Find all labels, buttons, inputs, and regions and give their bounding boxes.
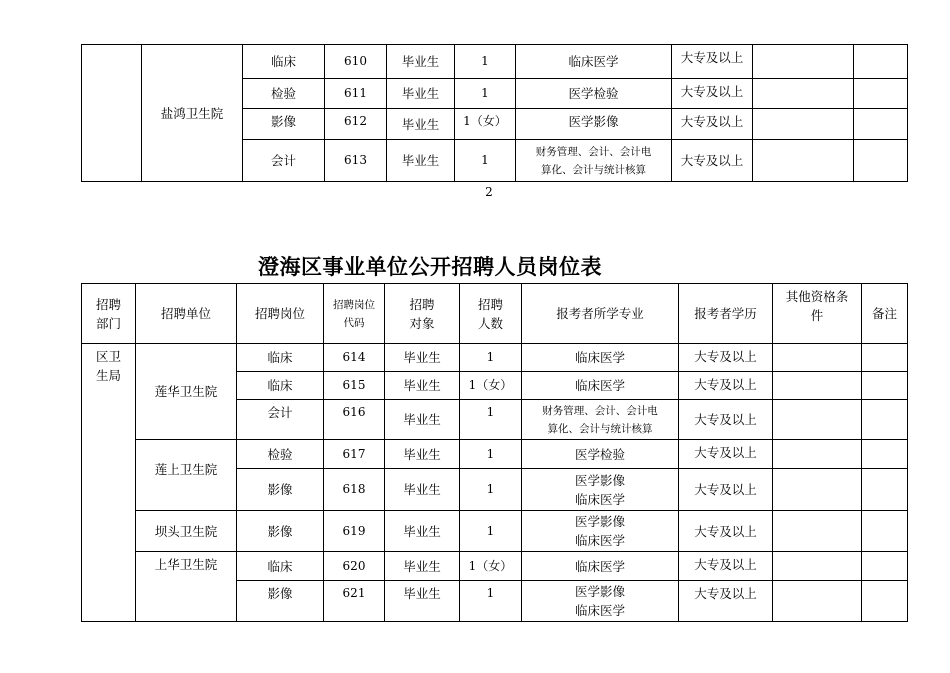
edu-cell: 大专及以上 xyxy=(672,109,753,140)
major-cell: 临床医学 xyxy=(522,372,679,400)
target-cell: 毕业生 xyxy=(387,140,455,182)
header-post: 招聘岗位 xyxy=(237,284,324,344)
target-cell: 毕业生 xyxy=(385,469,460,511)
post-cell: 会计 xyxy=(243,140,325,182)
other-cell xyxy=(753,45,854,79)
other-cell xyxy=(753,79,854,109)
major-line: 算化、会计与统计核算 xyxy=(541,163,646,176)
header-line: 其他资格条 xyxy=(785,289,849,304)
target-cell: 毕业生 xyxy=(385,372,460,400)
header-line: 代码 xyxy=(343,316,365,329)
other-cell xyxy=(753,109,854,140)
table-row xyxy=(82,440,908,469)
code-cell: 614 xyxy=(324,344,385,372)
post-cell: 检验 xyxy=(237,440,324,469)
major-line: 医学影像 xyxy=(574,584,625,599)
major-cell: 医学检验 xyxy=(522,440,679,469)
header-line: 人数 xyxy=(477,315,503,331)
note-cell xyxy=(854,79,908,109)
major-cell xyxy=(522,581,679,622)
header-line: 对象 xyxy=(409,315,435,331)
other-cell xyxy=(773,469,862,511)
edu-cell: 大专及以上 xyxy=(679,440,773,469)
note-cell xyxy=(854,109,908,140)
other-cell xyxy=(773,400,862,440)
code-cell: 615 xyxy=(324,372,385,400)
header-line: 招聘 xyxy=(409,296,435,312)
major-line: 临床医学 xyxy=(574,603,625,618)
note-cell xyxy=(862,400,908,440)
post-cell: 检验 xyxy=(243,79,325,109)
major-cell xyxy=(522,469,679,511)
target-cell: 毕业生 xyxy=(387,79,455,109)
note-cell xyxy=(854,45,908,79)
edu-cell: 大专及以上 xyxy=(679,469,773,511)
dept-line: 生局 xyxy=(95,368,121,383)
major-line: 医学影像 xyxy=(574,514,625,529)
unit-cell: 莲上卫生院 xyxy=(136,440,237,511)
edu-cell: 大专及以上 xyxy=(679,400,773,440)
note-cell xyxy=(854,140,908,182)
post-cell: 影像 xyxy=(237,581,324,622)
target-cell: 毕业生 xyxy=(387,109,455,140)
target-cell: 毕业生 xyxy=(385,400,460,440)
target-cell: 毕业生 xyxy=(385,344,460,372)
post-cell: 临床 xyxy=(237,552,324,581)
header-other xyxy=(773,284,862,344)
edu-cell: 大专及以上 xyxy=(672,140,753,182)
header-dept xyxy=(82,284,136,344)
count-cell: 1 xyxy=(455,140,516,182)
target-cell: 毕业生 xyxy=(385,552,460,581)
major-cell: 医学影像 xyxy=(516,109,672,140)
post-cell: 影像 xyxy=(243,109,325,140)
header-line: 件 xyxy=(810,308,824,323)
count-cell: 1 xyxy=(460,469,522,511)
post-cell: 临床 xyxy=(237,344,324,372)
major-cell: 医学检验 xyxy=(516,79,672,109)
code-cell: 610 xyxy=(325,45,387,79)
dept-line: 区卫 xyxy=(95,349,121,364)
dept-cell xyxy=(82,45,142,182)
code-cell: 611 xyxy=(325,79,387,109)
code-cell: 619 xyxy=(324,511,385,552)
page-title: 澄海区事业单位公开招聘人员岗位表 xyxy=(258,255,602,279)
header-note: 备注 xyxy=(862,284,908,344)
major-cell: 临床医学 xyxy=(516,45,672,79)
code-cell: 621 xyxy=(324,581,385,622)
other-cell xyxy=(773,344,862,372)
other-cell xyxy=(773,511,862,552)
code-cell: 620 xyxy=(324,552,385,581)
table-row xyxy=(82,552,908,581)
note-cell xyxy=(862,344,908,372)
edu-cell: 大专及以上 xyxy=(679,511,773,552)
header-target xyxy=(385,284,460,344)
dept-cell xyxy=(82,344,136,622)
table-row xyxy=(82,45,908,79)
code-cell: 616 xyxy=(324,400,385,440)
major-cell xyxy=(522,511,679,552)
major-line: 临床医学 xyxy=(574,533,625,548)
count-cell: 1 xyxy=(455,45,516,79)
target-cell: 毕业生 xyxy=(385,440,460,469)
page-number: 2 xyxy=(485,185,493,199)
header-unit: 招聘单位 xyxy=(136,284,237,344)
unit-cell: 盐鸿卫生院 xyxy=(142,45,243,182)
target-cell: 毕业生 xyxy=(385,581,460,622)
other-cell xyxy=(773,552,862,581)
post-cell: 会计 xyxy=(237,400,324,440)
note-cell xyxy=(862,511,908,552)
header-count xyxy=(460,284,522,344)
code-cell: 612 xyxy=(325,109,387,140)
other-cell xyxy=(773,372,862,400)
major-cell: 临床医学 xyxy=(522,344,679,372)
edu-cell: 大专及以上 xyxy=(679,581,773,622)
note-cell xyxy=(862,469,908,511)
continuation-table xyxy=(81,44,908,182)
count-cell: 1 xyxy=(460,400,522,440)
unit-cell: 莲华卫生院 xyxy=(136,344,237,440)
header-code xyxy=(324,284,385,344)
header-line: 招聘 xyxy=(95,296,121,312)
post-cell: 影像 xyxy=(237,511,324,552)
code-cell: 617 xyxy=(324,440,385,469)
note-cell xyxy=(862,372,908,400)
unit-cell: 上华卫生院 xyxy=(136,552,237,622)
major-cell xyxy=(522,400,679,440)
count-cell: 1 xyxy=(460,581,522,622)
major-line: 财务管理、会计、会计电 xyxy=(542,404,658,417)
unit-cell: 坝头卫生院 xyxy=(136,511,237,552)
note-cell xyxy=(862,552,908,581)
count-cell: 1 xyxy=(460,344,522,372)
other-cell xyxy=(773,440,862,469)
major-line: 算化、会计与统计核算 xyxy=(547,422,653,435)
count-cell: 1（女） xyxy=(460,552,522,581)
table-row xyxy=(82,344,908,372)
other-cell xyxy=(753,140,854,182)
major-cell: 临床医学 xyxy=(522,552,679,581)
header-row xyxy=(82,284,908,344)
target-cell: 毕业生 xyxy=(385,511,460,552)
edu-cell: 大专及以上 xyxy=(672,79,753,109)
edu-cell: 大专及以上 xyxy=(679,552,773,581)
header-line: 部门 xyxy=(95,315,121,331)
major-cell xyxy=(516,140,672,182)
major-line: 医学影像 xyxy=(574,472,625,488)
count-cell: 1（女） xyxy=(460,372,522,400)
major-line: 财务管理、会计、会计电 xyxy=(535,145,652,158)
code-cell: 618 xyxy=(324,469,385,511)
header-line: 招聘 xyxy=(477,296,503,312)
post-cell: 临床 xyxy=(243,45,325,79)
count-cell: 1（女） xyxy=(455,109,516,140)
note-cell xyxy=(862,440,908,469)
positions-table xyxy=(81,283,908,622)
header-line: 招聘岗位 xyxy=(333,298,375,311)
header-edu: 报考者学历 xyxy=(679,284,773,344)
post-cell: 影像 xyxy=(237,469,324,511)
post-cell: 临床 xyxy=(237,372,324,400)
target-cell: 毕业生 xyxy=(387,45,455,79)
count-cell: 1 xyxy=(460,440,522,469)
table-row xyxy=(82,511,908,552)
count-cell: 1 xyxy=(455,79,516,109)
edu-cell: 大专及以上 xyxy=(679,344,773,372)
note-cell xyxy=(862,581,908,622)
edu-cell: 大专及以上 xyxy=(679,372,773,400)
edu-cell: 大专及以上 xyxy=(672,45,753,79)
other-cell xyxy=(773,581,862,622)
header-major: 报考者所学专业 xyxy=(522,284,679,344)
major-line: 临床医学 xyxy=(574,491,625,507)
count-cell: 1 xyxy=(460,511,522,552)
code-cell: 613 xyxy=(325,140,387,182)
